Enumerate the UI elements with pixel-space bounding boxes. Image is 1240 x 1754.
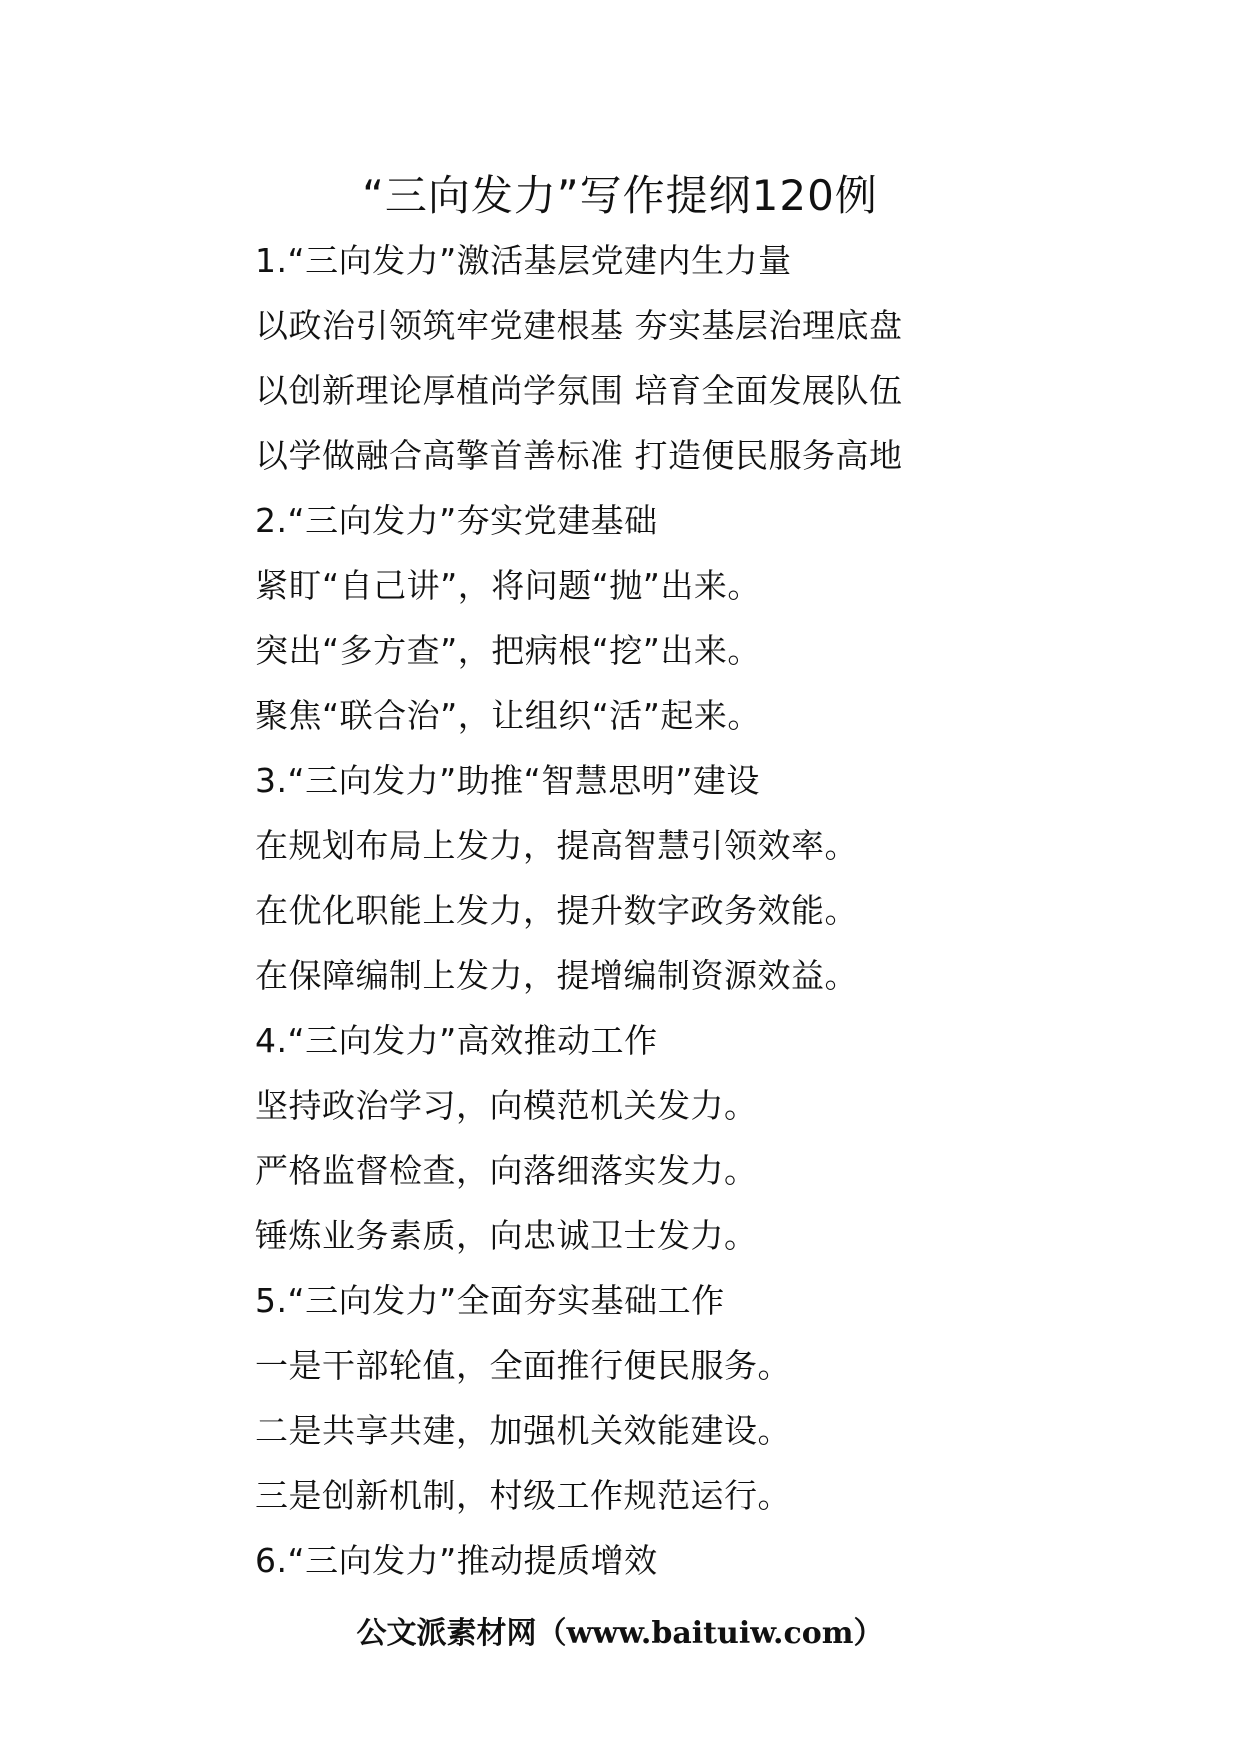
text-line: 突出“多方查”，把病根“挖”出来。 — [255, 631, 761, 670]
text-line: 聚焦“联合治”，让组织“活”起来。 — [255, 696, 761, 735]
heading-3: 3.“三向发力”助推“智慧思明”建设 — [255, 761, 760, 800]
heading-6: 6.“三向发力”推动提质增效 — [255, 1541, 658, 1580]
text-line: 锤炼业务素质，向忠诚卫士发力。 — [255, 1216, 758, 1255]
text-line: 在优化职能上发力，提升数字政务效能。 — [255, 891, 858, 930]
document-body — [255, 236, 1155, 1601]
text-line: 二是共享共建，加强机关效能建设。 — [255, 1411, 791, 1450]
heading-1: 1.“三向发力”激活基层党建内生力量 — [255, 241, 792, 280]
text-line: 一是干部轮值，全面推行便民服务。 — [255, 1346, 791, 1385]
heading-2: 2.“三向发力”夯实党建基础 — [255, 501, 658, 540]
text-line: 在规划布局上发力，提高智慧引领效率。 — [255, 826, 858, 865]
source-footer: 公文派素材网（www.baituiw.com） — [356, 1616, 884, 1651]
text-line: 以政治引领筑牢党建根基 夯实基层治理底盘 — [255, 306, 903, 345]
heading-5: 5.“三向发力”全面夯实基础工作 — [255, 1281, 725, 1320]
text-line: 严格监督检查，向落细落实发力。 — [255, 1151, 758, 1190]
document-title: “三向发力”写作提纲120例 — [362, 171, 878, 220]
text-line: 以创新理论厚植尚学氛围 培育全面发展队伍 — [255, 371, 903, 410]
text-line: 三是创新机制，村级工作规范运行。 — [255, 1476, 791, 1515]
text-line: 坚持政治学习，向模范机关发力。 — [255, 1086, 758, 1125]
heading-4: 4.“三向发力”高效推动工作 — [255, 1021, 658, 1060]
text-line: 在保障编制上发力，提增编制资源效益。 — [255, 956, 858, 995]
text-line: 紧盯“自己讲”，将问题“抛”出来。 — [255, 566, 761, 605]
text-line: 以学做融合高擎首善标准 打造便民服务高地 — [255, 436, 903, 475]
